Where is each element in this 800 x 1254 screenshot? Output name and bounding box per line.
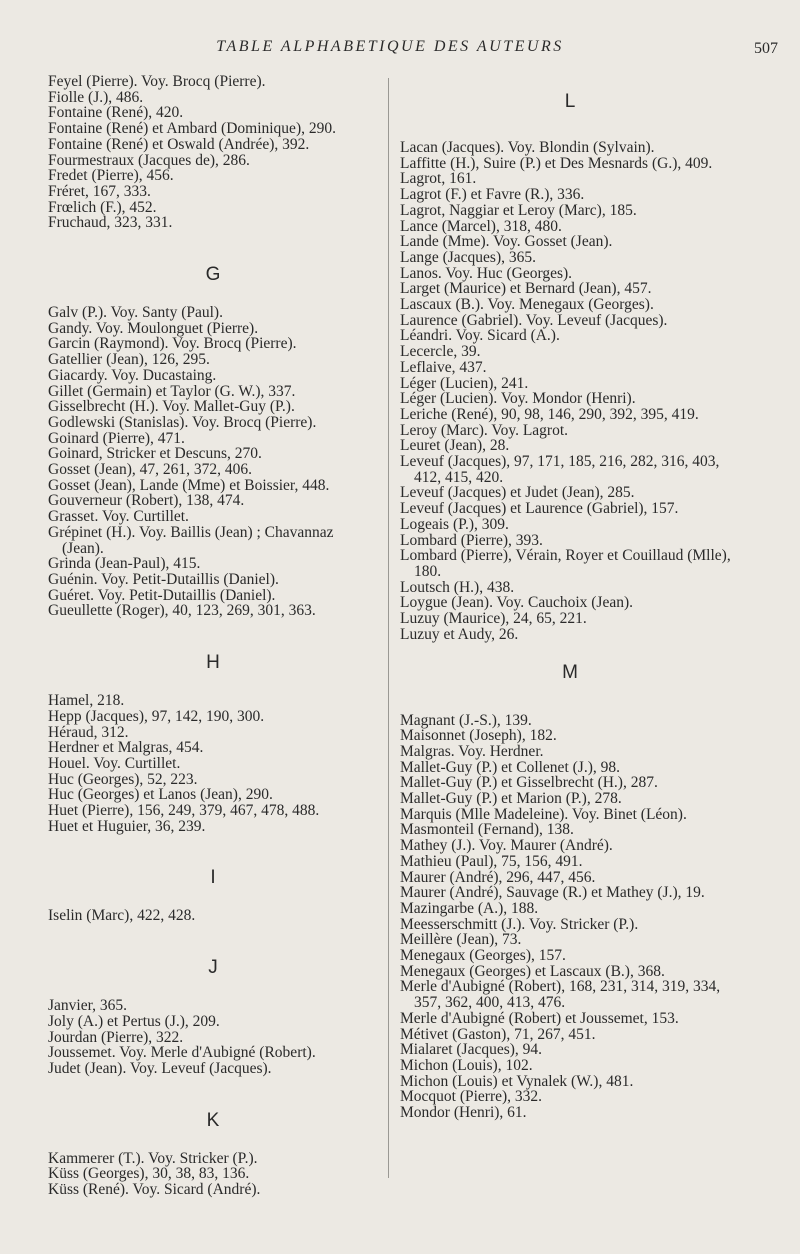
index-entry: Huet (Pierre), 156, 249, 379, 467, 478, 488. <box>48 802 320 820</box>
column-divider <box>388 78 389 1178</box>
index-entry: Mallet-Guy (P.) et Gisselbrecht (H.), 287. <box>400 774 658 792</box>
index-entry: Lacan (Jacques). Voy. Blondin (Sylvain). <box>400 139 655 156</box>
index-entry: Léger (Lucien), 241. <box>400 374 529 392</box>
index-entry: Laffitte (H.), Suire (P.) et Des Mesnards (G.), 409. <box>400 154 713 172</box>
index-entry: Luzuy (Maurice), 24, 65, 221. <box>400 610 587 628</box>
section-letter: L <box>564 91 576 112</box>
index-entry: Leveuf (Jacques) et Laurence (Gabriel), 157. <box>400 500 679 518</box>
index-entry: Mathieu (Paul), 75, 156, 491. <box>400 852 583 870</box>
index-entry: Maurer (André), 296, 447, 456. <box>400 868 596 886</box>
index-entry: Huc (Georges), 52, 223. <box>48 770 198 788</box>
index-entry: Fréret, 167, 333. <box>48 182 151 200</box>
index-entry: Leveuf (Jacques) et Judet (Jean), 285. <box>400 484 635 502</box>
index-entry: Garcin (Raymond). Voy. Brocq (Pierre). <box>48 335 297 353</box>
index-entry: Mazingarbe (A.), 188. <box>400 899 539 917</box>
index-entry: Gisselbrecht (H.). Voy. Mallet-Guy (P.). <box>48 398 295 416</box>
index-entry: Masmonteil (Fernand), 138. <box>400 821 574 839</box>
index-entry: Lance (Marcel), 318, 480. <box>400 217 562 235</box>
index-entry: Magnant (J.-S.), 139. <box>400 711 532 729</box>
index-entry: Gueullette (Roger), 40, 123, 269, 301, 363. <box>48 602 316 620</box>
index-entry: Gouverneur (Robert), 138, 474. <box>48 492 245 510</box>
index-entry: Lascaux (B.). Voy. Menegaux (Georges). <box>400 296 654 314</box>
index-entry: Métivet (Gaston), 71, 267, 451. <box>400 1025 596 1043</box>
section-letter: J <box>208 957 218 979</box>
index-entry: Leuret (Jean), 28. <box>400 437 510 455</box>
index-entry: Guénin. Voy. Petit-Dutaillis (Daniel). <box>48 570 279 588</box>
index-entry: Maisonnet (Joseph), 182. <box>400 727 557 745</box>
index-entry: Michon (Louis) et Vynalek (W.), 481. <box>400 1072 634 1090</box>
index-entry: Galv (P.). Voy. Santy (Paul). <box>48 304 223 322</box>
index-entry: Leveuf (Jacques), 97, 171, 185, 216, 282, 316, 403, 412, 415, 420. <box>400 453 720 486</box>
index-entry: Meillère (Jean), 73. <box>400 931 522 949</box>
index-entry: Grinda (Jean-Paul), 415. <box>48 555 201 573</box>
index-entry: Janvier, 365. <box>48 997 128 1015</box>
index-entry: Jourdan (Pierre), 322. <box>48 1028 184 1046</box>
index-entry: Menegaux (Georges) et Lascaux (B.), 368. <box>400 962 665 980</box>
index-entry: Lande (Mme). Voy. Gosset (Jean). <box>400 233 613 251</box>
index-entry: Hamel, 218. <box>48 692 125 710</box>
index-entry: Mallet-Guy (P.) et Collenet (J.), 98. <box>400 758 620 776</box>
index-entry: Fontaine (René) et Oswald (Andrée), 392. <box>48 135 310 153</box>
index-entry: Lagrot, Naggiar et Leroy (Marc), 185. <box>400 201 637 219</box>
index-entry: Logeais (P.), 309. <box>400 515 509 533</box>
index-entry: Fruchaud, 323, 331. <box>48 214 173 232</box>
index-entry: Lombard (Pierre), Vérain, Royer et Couillaud (Mlle), 180. <box>400 547 731 580</box>
index-entry: Goinard, Stricker et Descuns, 270. <box>48 445 262 463</box>
index-entry: Goinard (Pierre), 471. <box>48 429 185 447</box>
index-entry: Michon (Louis), 102. <box>400 1056 533 1074</box>
index-entry: Meesserschmitt (J.). Voy. Stricker (P.). <box>400 915 639 933</box>
index-entry: Küss (René). Voy. Sicard (André). <box>48 1181 261 1199</box>
index-entry: Guéret. Voy. Petit-Dutaillis (Daniel). <box>48 586 276 604</box>
page-number: 507 <box>754 40 778 57</box>
index-entry: Fourmestraux (Jacques de), 286. <box>48 151 250 169</box>
index-entry: Gosset (Jean), 47, 261, 372, 406. <box>48 461 253 479</box>
running-title: TABLE ALPHABETIQUE DES AUTEURS <box>216 38 564 55</box>
index-entry: Judet (Jean). Voy. Leveuf (Jacques). <box>48 1059 272 1077</box>
index-entry: Feyel (Pierre). Voy. Brocq (Pierre). <box>48 73 266 90</box>
index-entry: Fontaine (René), 420. <box>48 104 184 122</box>
index-entry: Hepp (Jacques), 97, 142, 190, 300. <box>48 707 265 725</box>
section-letter: M <box>562 661 578 683</box>
left-column <box>48 74 378 1198</box>
section-letter: K <box>206 1109 220 1131</box>
index-entry: Joly (A.) et Pertus (J.), 209. <box>48 1012 220 1030</box>
index-entry: Mallet-Guy (P.) et Marion (P.), 278. <box>400 790 622 808</box>
index-entry: Lanos. Voy. Huc (Georges). <box>400 264 573 282</box>
index-entry: Malgras. Voy. Herdner. <box>400 742 544 760</box>
index-entry: Huet et Huguier, 36, 239. <box>48 817 206 835</box>
index-entry: Mathey (J.). Voy. Maurer (André). <box>400 837 613 855</box>
index-entry: Küss (Georges), 30, 38, 83, 136. <box>48 1165 250 1183</box>
index-entry: Luzuy et Audy, 26. <box>400 625 519 643</box>
index-entry: Giacardy. Voy. Ducastaing. <box>48 366 217 384</box>
index-entry: Godlewski (Stanislas). Voy. Brocq (Pierre). <box>48 413 317 431</box>
index-entry: Gosset (Jean), Lande (Mme) et Boissier, 448. <box>48 476 330 494</box>
index-entry: Menegaux (Georges), 157. <box>400 947 566 965</box>
index-entry: Huc (Georges) et Lanos (Jean), 290. <box>48 786 273 804</box>
index-entry: Mocquot (Pierre), 332. <box>400 1088 543 1106</box>
index-entry: Marquis (Mlle Madeleine). Voy. Binet (Léon). <box>400 805 687 823</box>
index-entry: Houel. Voy. Curtillet. <box>48 754 181 772</box>
index-entry: Loutsch (H.), 438. <box>400 578 515 596</box>
index-entry: Merle d'Aubigné (Robert), 168, 231, 314, 319, 334, 357, 362, 400, 413, 476. <box>400 978 721 1012</box>
section-letter: H <box>206 652 220 674</box>
index-entry: Leflaive, 437. <box>400 358 487 376</box>
index-entry: Lagrot (F.) et Favre (R.), 336. <box>400 186 585 204</box>
index-entry: Léandri. Voy. Sicard (A.). <box>400 327 560 345</box>
section-letter: G <box>205 264 221 286</box>
index-entry: Larget (Maurice) et Bernard (Jean), 457. <box>400 280 652 298</box>
index-entry: Joussemet. Voy. Merle d'Aubigné (Robert). <box>48 1044 316 1062</box>
index-entry: Mondor (Henri), 61. <box>400 1104 527 1122</box>
index-entry: Frœlich (F.), 452. <box>48 198 157 216</box>
index-entry: Fontaine (René) et Ambard (Dominique), 290. <box>48 120 336 138</box>
index-entry: Merle d'Aubigné (Robert) et Joussemet, 153. <box>400 1009 679 1027</box>
index-entry: Loygue (Jean). Voy. Cauchoix (Jean). <box>400 594 634 612</box>
index-entry: Fredet (Pierre), 456. <box>48 167 174 185</box>
index-entry: Gandy. Voy. Moulonguet (Pierre). <box>48 319 259 337</box>
index-entry: Grépinet (H.). Voy. Baillis (Jean) ; Chavannaz (Jean). <box>48 523 334 557</box>
index-entry: Leroy (Marc). Voy. Lagrot. <box>400 421 569 439</box>
index-entry: Lombard (Pierre), 393. <box>400 531 543 549</box>
index-entry: Lecercle, 39. <box>400 343 481 361</box>
index-entry: Lange (Jacques), 365. <box>400 248 537 266</box>
index-entry: Maurer (André), Sauvage (R.) et Mathey (J.), 19. <box>400 884 705 902</box>
index-entry: Mialaret (Jacques), 94. <box>400 1041 543 1059</box>
page-header <box>0 38 800 60</box>
index-entry: Herdner et Malgras, 454. <box>48 739 204 757</box>
index-entry: Grasset. Voy. Curtillet. <box>48 508 189 526</box>
index-entry: Lagrot, 161. <box>400 170 477 188</box>
index-entry: Gillet (Germain) et Taylor (G. W.), 337. <box>48 382 296 400</box>
index-entry: Leriche (René), 90, 98, 146, 290, 392, 395, 419. <box>400 405 699 423</box>
index-entry: Iselin (Marc), 422, 428. <box>48 907 196 925</box>
index-entry: Fiolle (J.), 486. <box>48 88 144 106</box>
right-column <box>400 74 740 1121</box>
index-entry: Héraud, 312. <box>48 723 129 741</box>
index-entry: Léger (Lucien). Voy. Mondor (Henri). <box>400 390 636 408</box>
index-entry: Gatellier (Jean), 126, 295. <box>48 351 210 369</box>
index-entry: Kammerer (T.). Voy. Stricker (P.). <box>48 1149 258 1167</box>
index-entry: Laurence (Gabriel). Voy. Leveuf (Jacques). <box>400 311 668 329</box>
section-letter: I <box>210 867 216 889</box>
